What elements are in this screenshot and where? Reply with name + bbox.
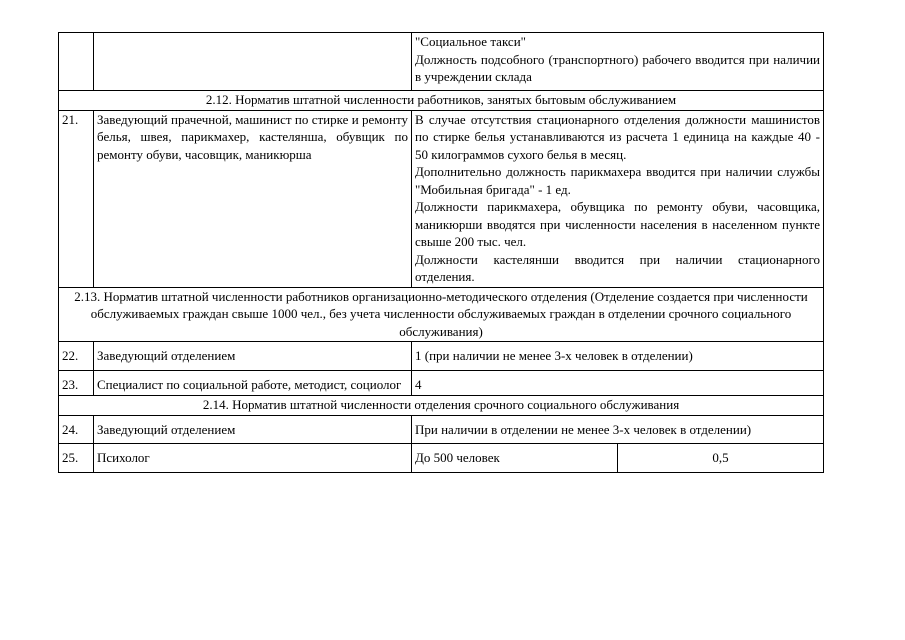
table-row <box>59 370 824 396</box>
norm-cell: 1 (при наличии не менее 3-х человек в отделении) <box>412 342 824 371</box>
note-text: Должности парикмахера, обувщика по ремонту обуви, часовщика, маникюрши вводятся при численности населения в населенном пункте свыше 200 тыс. чел. <box>415 199 821 249</box>
notes-cell <box>412 110 824 287</box>
condition-cell: До 500 человек <box>412 444 618 473</box>
table-row <box>59 33 824 91</box>
note-text: В случае отсутствия стационарного отделения должности машинистов по стирке белья устанавливаются из расчета 1 единица на каждые 40 - 50 килограммов сухого белья в месяц. <box>415 111 821 162</box>
staffing-norms-table <box>58 32 824 473</box>
table-row <box>59 444 824 473</box>
section-title-2-12: 2.12. Норматив штатной численности работников, занятых бытовым обслуживанием <box>59 91 824 111</box>
row-number: 25. <box>59 444 94 473</box>
row-number: 23. <box>59 370 94 396</box>
table-row <box>59 342 824 371</box>
section-header-row <box>59 396 824 416</box>
table-row <box>59 415 824 444</box>
value-cell: 0,5 <box>618 444 824 473</box>
section-header-row <box>59 91 824 111</box>
row-number: 21. <box>59 110 94 287</box>
note-text: Должности кастелянши вводится при наличии стационарного отделения. <box>415 251 821 284</box>
note-text: Дополнительно должность парикмахера вводится при наличии службы "Мобильная бригада" - 1 ед. <box>415 164 821 197</box>
position-cell: Заведующий прачечной, машинист по стирке и ремонту белья, швея, парикмахер, кастелянша, обувщик по ремонту обуви, часовщик, маникюрша <box>94 110 412 287</box>
row-number-cell <box>59 33 94 91</box>
section-title-2-14: 2.14. Норматив штатной численности отделения срочного социального обслуживания <box>59 396 824 416</box>
table-row <box>59 110 824 287</box>
position-cell: Специалист по социальной работе, методист, социолог <box>94 370 412 396</box>
note-text: Должность подсобного (транспортного) рабочего вводится при наличии в учреждении склада <box>415 51 821 84</box>
row-number: 22. <box>59 342 94 371</box>
section-title-2-13: 2.13. Норматив штатной численности работников организационно-методического отделения (Отделение создается при численности обслуживаемых граждан свыше 1000 чел., без учета численности обслуживаемых граждан в отделении срочного социального обслуживания) <box>59 287 824 342</box>
position-cell <box>94 33 412 91</box>
norm-cell: При наличии в отделении не менее 3-х человек в отделении) <box>412 415 824 444</box>
row-number: 24. <box>59 415 94 444</box>
position-cell: Заведующий отделением <box>94 342 412 371</box>
note-text: "Социальное такси" <box>415 34 526 49</box>
norm-cell: 4 <box>412 370 824 396</box>
position-cell: Психолог <box>94 444 412 473</box>
notes-cell <box>412 33 824 91</box>
position-cell: Заведующий отделением <box>94 415 412 444</box>
section-header-row <box>59 287 824 342</box>
